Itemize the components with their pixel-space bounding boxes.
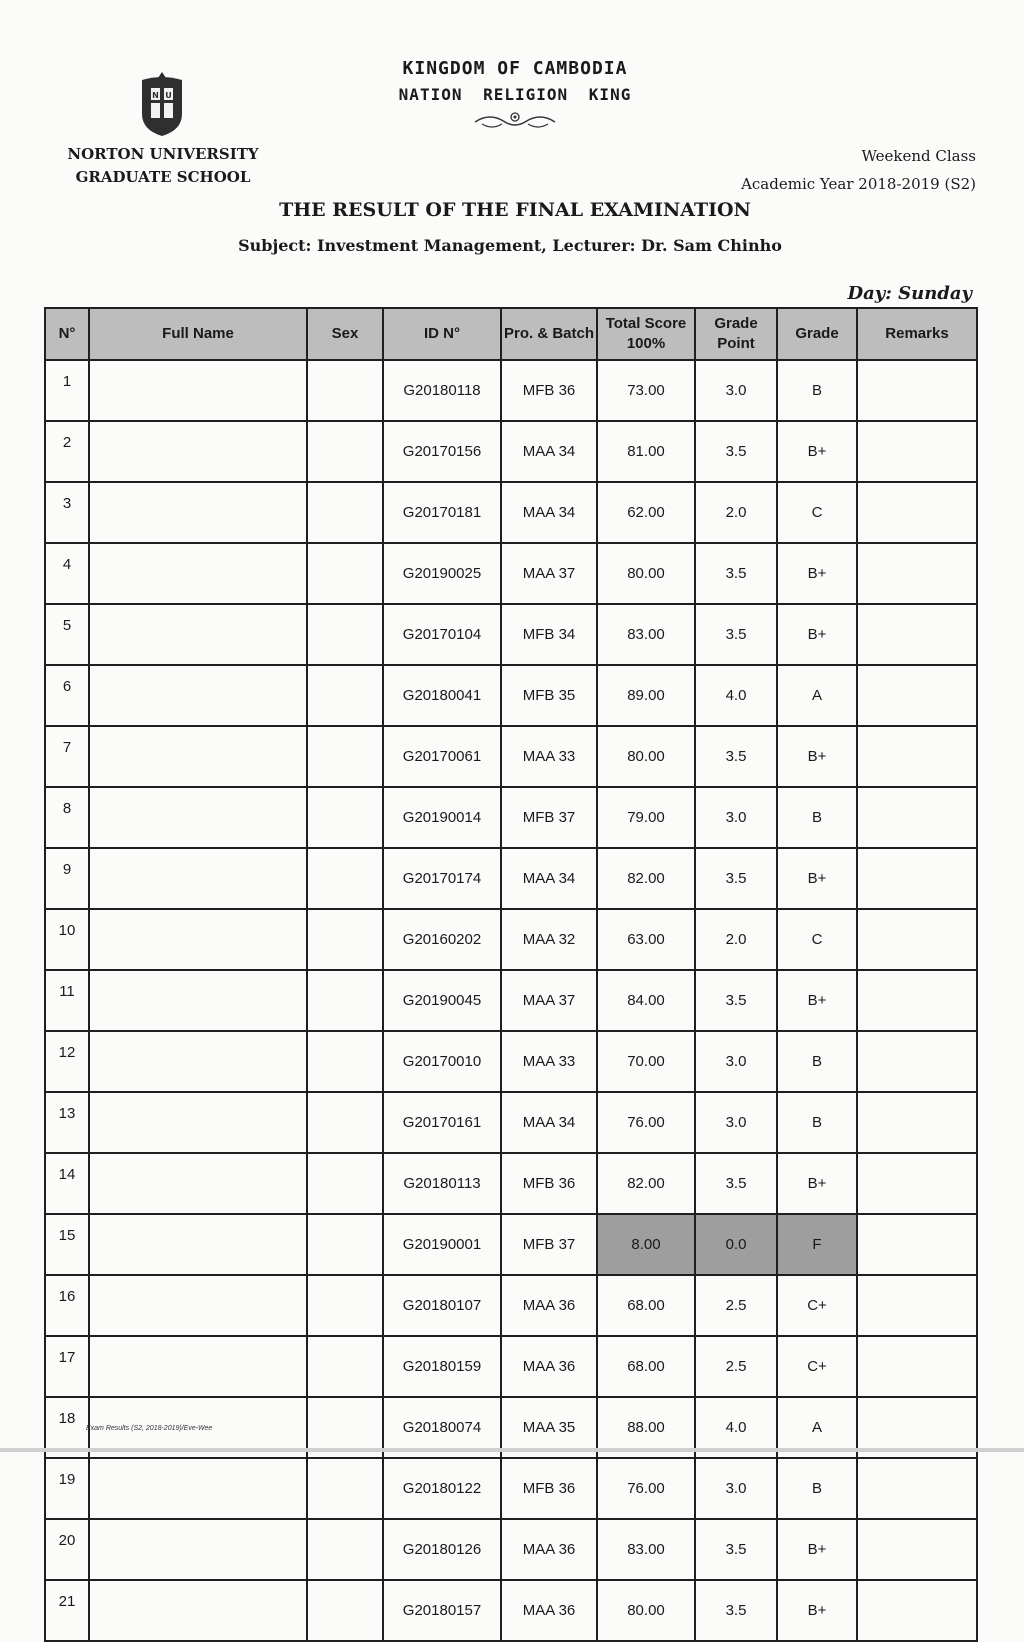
col-header-id: ID N° <box>383 308 501 360</box>
remarks-cell <box>857 1458 977 1519</box>
full-name-cell <box>89 848 307 909</box>
batch-cell: MFB 36 <box>501 1458 597 1519</box>
table-row <box>45 1458 977 1519</box>
full-name-cell <box>89 909 307 970</box>
id-cell: G20190045 <box>383 970 501 1031</box>
score-cell: 83.00 <box>597 604 695 665</box>
row-number: 20 <box>45 1519 89 1580</box>
id-cell: G20170104 <box>383 604 501 665</box>
col-header-no: N° <box>45 308 89 360</box>
col-header-total-score <box>597 308 695 360</box>
grade-cell: B <box>777 360 857 421</box>
row-number: 21 <box>45 1580 89 1641</box>
score-cell: 70.00 <box>597 1031 695 1092</box>
table-row <box>45 1153 977 1214</box>
grade-point-cell: 4.0 <box>695 665 777 726</box>
batch-cell: MAA 37 <box>501 970 597 1031</box>
kingdom-heading: KINGDOM OF CAMBODIA <box>402 58 628 79</box>
row-number: 15 <box>45 1214 89 1275</box>
col-header-sex: Sex <box>307 308 383 360</box>
row-number: 1 <box>45 360 89 421</box>
academic-year: Academic Year 2018-2019 (S2) <box>741 175 976 193</box>
sex-cell <box>307 1458 383 1519</box>
grade-point-cell: 3.5 <box>695 1580 777 1641</box>
remarks-cell <box>857 726 977 787</box>
table-row-failed <box>45 1214 977 1275</box>
grade-cell: C <box>777 909 857 970</box>
batch-cell: MFB 36 <box>501 1153 597 1214</box>
sex-cell <box>307 482 383 543</box>
grade-cell: B+ <box>777 1153 857 1214</box>
row-number: 2 <box>45 421 89 482</box>
full-name-cell <box>89 1092 307 1153</box>
id-cell: G20180113 <box>383 1153 501 1214</box>
batch-cell: MAA 36 <box>501 1336 597 1397</box>
sex-cell <box>307 665 383 726</box>
score-cell: 79.00 <box>597 787 695 848</box>
full-name-cell <box>89 604 307 665</box>
col-header-grade-point <box>695 308 777 360</box>
row-number: 7 <box>45 726 89 787</box>
remarks-cell <box>857 1580 977 1641</box>
svg-text:U: U <box>165 91 172 100</box>
score-cell: 84.00 <box>597 970 695 1031</box>
exam-day: Day: Sunday <box>847 283 972 304</box>
grade-cell: B+ <box>777 604 857 665</box>
id-cell: G20180126 <box>383 1519 501 1580</box>
grade-cell: C <box>777 482 857 543</box>
table-row <box>45 970 977 1031</box>
grade-point-cell: 3.5 <box>695 421 777 482</box>
table-row <box>45 421 977 482</box>
grade-point-cell: 2.0 <box>695 909 777 970</box>
id-cell: G20180122 <box>383 1458 501 1519</box>
score-cell: 68.00 <box>597 1275 695 1336</box>
grade-cell: B+ <box>777 1580 857 1641</box>
grade-point-cell: 2.5 <box>695 1275 777 1336</box>
grade-point-cell-highlighted: 0.0 <box>695 1214 777 1275</box>
remarks-cell <box>857 1153 977 1214</box>
sex-cell <box>307 543 383 604</box>
grade-point-cell: 3.5 <box>695 970 777 1031</box>
id-cell: G20160202 <box>383 909 501 970</box>
sex-cell <box>307 1336 383 1397</box>
table-row <box>45 543 977 604</box>
grade-point-cell: 3.0 <box>695 1092 777 1153</box>
grade-cell: B+ <box>777 970 857 1031</box>
batch-cell: MFB 36 <box>501 360 597 421</box>
full-name-cell <box>89 1275 307 1336</box>
row-number: 5 <box>45 604 89 665</box>
score-cell-highlighted: 8.00 <box>597 1214 695 1275</box>
row-number: 10 <box>45 909 89 970</box>
full-name-cell <box>89 1519 307 1580</box>
full-name-cell <box>89 543 307 604</box>
grade-point-cell: 3.0 <box>695 1031 777 1092</box>
table-row <box>45 1031 977 1092</box>
norton-university-logo <box>136 70 188 138</box>
sex-cell <box>307 1580 383 1641</box>
table-row <box>45 726 977 787</box>
batch-cell: MFB 37 <box>501 787 597 848</box>
sex-cell <box>307 1519 383 1580</box>
remarks-cell <box>857 1092 977 1153</box>
col-header-total-score-line2: 100% <box>626 335 666 352</box>
row-number: 19 <box>45 1458 89 1519</box>
full-name-cell <box>89 1336 307 1397</box>
batch-cell: MAA 34 <box>501 421 597 482</box>
remarks-cell <box>857 665 977 726</box>
table-row <box>45 787 977 848</box>
full-name-cell <box>89 1153 307 1214</box>
full-name-cell <box>89 421 307 482</box>
grade-cell: A <box>777 1397 857 1458</box>
grade-cell: B+ <box>777 1519 857 1580</box>
class-type: Weekend Class <box>861 147 976 165</box>
sex-cell <box>307 848 383 909</box>
full-name-cell <box>89 970 307 1031</box>
sex-cell <box>307 787 383 848</box>
row-number: 18 <box>45 1397 89 1458</box>
grade-point-cell: 3.5 <box>695 848 777 909</box>
remarks-cell <box>857 909 977 970</box>
table-row <box>45 1580 977 1641</box>
score-cell: 80.00 <box>597 543 695 604</box>
score-cell: 68.00 <box>597 1336 695 1397</box>
sex-cell <box>307 1153 383 1214</box>
remarks-cell <box>857 787 977 848</box>
full-name-cell <box>89 1458 307 1519</box>
score-cell: 80.00 <box>597 726 695 787</box>
remarks-cell <box>857 1275 977 1336</box>
remarks-cell <box>857 1214 977 1275</box>
remarks-cell <box>857 1336 977 1397</box>
row-number: 12 <box>45 1031 89 1092</box>
footer-note: Exam Results (S2, 2018-2019)/Eve-Wee <box>86 1425 213 1432</box>
score-cell: 63.00 <box>597 909 695 970</box>
batch-cell: MAA 33 <box>501 726 597 787</box>
remarks-cell <box>857 360 977 421</box>
grade-cell: C+ <box>777 1275 857 1336</box>
batch-cell: MAA 34 <box>501 1092 597 1153</box>
id-cell: G20190025 <box>383 543 501 604</box>
grade-cell: B+ <box>777 543 857 604</box>
remarks-cell <box>857 970 977 1031</box>
batch-cell: MAA 36 <box>501 1275 597 1336</box>
full-name-cell <box>89 482 307 543</box>
grade-point-cell: 3.5 <box>695 604 777 665</box>
batch-cell: MAA 37 <box>501 543 597 604</box>
remarks-cell <box>857 482 977 543</box>
full-name-cell <box>89 726 307 787</box>
university-name: NORTON UNIVERSITY <box>67 145 259 163</box>
document-title: THE RESULT OF THE FINAL EXAMINATION <box>279 199 751 221</box>
grade-point-cell: 2.5 <box>695 1336 777 1397</box>
id-cell: G20180041 <box>383 665 501 726</box>
table-row <box>45 360 977 421</box>
grade-cell: B <box>777 1092 857 1153</box>
grade-point-cell: 3.5 <box>695 1153 777 1214</box>
grade-cell: C+ <box>777 1336 857 1397</box>
batch-cell: MAA 33 <box>501 1031 597 1092</box>
score-cell: 80.00 <box>597 1580 695 1641</box>
full-name-cell <box>89 1580 307 1641</box>
row-number: 16 <box>45 1275 89 1336</box>
id-cell: G20170161 <box>383 1092 501 1153</box>
grade-point-cell: 3.5 <box>695 726 777 787</box>
table-row <box>45 848 977 909</box>
grade-cell-highlighted: F <box>777 1214 857 1275</box>
score-cell: 83.00 <box>597 1519 695 1580</box>
remarks-cell <box>857 1519 977 1580</box>
row-number: 13 <box>45 1092 89 1153</box>
batch-cell: MAA 34 <box>501 482 597 543</box>
col-header-batch: Pro. & Batch <box>501 308 597 360</box>
grade-cell: A <box>777 665 857 726</box>
id-cell: G20170174 <box>383 848 501 909</box>
full-name-cell <box>89 1214 307 1275</box>
col-header-grade-point-line2: Point <box>717 335 755 352</box>
remarks-cell <box>857 543 977 604</box>
id-cell: G20170156 <box>383 421 501 482</box>
id-cell: G20180074 <box>383 1397 501 1458</box>
remarks-cell <box>857 604 977 665</box>
score-cell: 62.00 <box>597 482 695 543</box>
table-row <box>45 1336 977 1397</box>
col-header-full-name: Full Name <box>89 308 307 360</box>
grade-cell: B <box>777 1031 857 1092</box>
id-cell: G20180159 <box>383 1336 501 1397</box>
grade-point-cell: 3.0 <box>695 787 777 848</box>
table-row <box>45 1519 977 1580</box>
sex-cell <box>307 421 383 482</box>
school-name: GRADUATE SCHOOL <box>75 168 251 186</box>
table-row <box>45 1275 977 1336</box>
id-cell: G20170010 <box>383 1031 501 1092</box>
remarks-cell <box>857 421 977 482</box>
row-number: 17 <box>45 1336 89 1397</box>
col-header-grade: Grade <box>777 308 857 360</box>
col-header-remarks: Remarks <box>857 308 977 360</box>
table-row <box>45 482 977 543</box>
id-cell: G20180118 <box>383 360 501 421</box>
id-cell: G20180107 <box>383 1275 501 1336</box>
grade-cell: B <box>777 1458 857 1519</box>
col-header-total-score-line1: Total Score <box>605 315 687 332</box>
batch-cell: MFB 35 <box>501 665 597 726</box>
remarks-cell <box>857 1031 977 1092</box>
row-number: 14 <box>45 1153 89 1214</box>
sex-cell <box>307 604 383 665</box>
id-cell: G20180157 <box>383 1580 501 1641</box>
col-header-grade-point-line1: Grade <box>714 315 758 332</box>
remarks-cell <box>857 848 977 909</box>
results-table <box>44 307 978 1642</box>
grade-point-cell: 3.5 <box>695 1519 777 1580</box>
score-cell: 89.00 <box>597 665 695 726</box>
sex-cell <box>307 970 383 1031</box>
university-block <box>60 143 266 189</box>
national-motto: NATION RELIGION KING <box>398 85 632 104</box>
svg-text:N: N <box>152 91 159 100</box>
sex-cell <box>307 1214 383 1275</box>
id-cell: G20190014 <box>383 787 501 848</box>
table-header-row <box>45 308 977 360</box>
score-cell: 88.00 <box>597 1397 695 1458</box>
sex-cell <box>307 1031 383 1092</box>
id-cell: G20190001 <box>383 1214 501 1275</box>
batch-cell: MAA 32 <box>501 909 597 970</box>
full-name-cell <box>89 787 307 848</box>
sex-cell <box>307 360 383 421</box>
batch-cell: MFB 37 <box>501 1214 597 1275</box>
row-number: 4 <box>45 543 89 604</box>
sex-cell <box>307 909 383 970</box>
row-number: 9 <box>45 848 89 909</box>
score-cell: 81.00 <box>597 421 695 482</box>
grade-point-cell: 3.0 <box>695 1458 777 1519</box>
batch-cell: MAA 36 <box>501 1519 597 1580</box>
subject-line: Subject: Investment Management, Lecturer: Dr. Sam Chinho <box>238 236 782 255</box>
grade-point-cell: 4.0 <box>695 1397 777 1458</box>
batch-cell: MAA 36 <box>501 1580 597 1641</box>
sex-cell <box>307 726 383 787</box>
grade-cell: B+ <box>777 421 857 482</box>
grade-cell: B+ <box>777 848 857 909</box>
grade-cell: B <box>777 787 857 848</box>
row-number: 6 <box>45 665 89 726</box>
batch-cell: MAA 34 <box>501 848 597 909</box>
row-number: 11 <box>45 970 89 1031</box>
id-cell: G20170061 <box>383 726 501 787</box>
grade-point-cell: 2.0 <box>695 482 777 543</box>
id-cell: G20170181 <box>383 482 501 543</box>
sex-cell <box>307 1275 383 1336</box>
grade-point-cell: 3.5 <box>695 543 777 604</box>
table-row <box>45 665 977 726</box>
table-row <box>45 1092 977 1153</box>
row-number: 3 <box>45 482 89 543</box>
score-cell: 76.00 <box>597 1458 695 1519</box>
sex-cell <box>307 1092 383 1153</box>
ornament-divider-icon <box>470 108 560 132</box>
full-name-cell <box>89 360 307 421</box>
score-cell: 82.00 <box>597 848 695 909</box>
row-number: 8 <box>45 787 89 848</box>
batch-cell: MFB 34 <box>501 604 597 665</box>
score-cell: 76.00 <box>597 1092 695 1153</box>
table-row <box>45 604 977 665</box>
grade-cell: B+ <box>777 726 857 787</box>
score-cell: 73.00 <box>597 360 695 421</box>
full-name-cell <box>89 1031 307 1092</box>
table-row <box>45 909 977 970</box>
grade-point-cell: 3.0 <box>695 360 777 421</box>
batch-cell: MAA 35 <box>501 1397 597 1458</box>
scan-edge <box>0 1448 1024 1452</box>
full-name-cell <box>89 665 307 726</box>
score-cell: 82.00 <box>597 1153 695 1214</box>
